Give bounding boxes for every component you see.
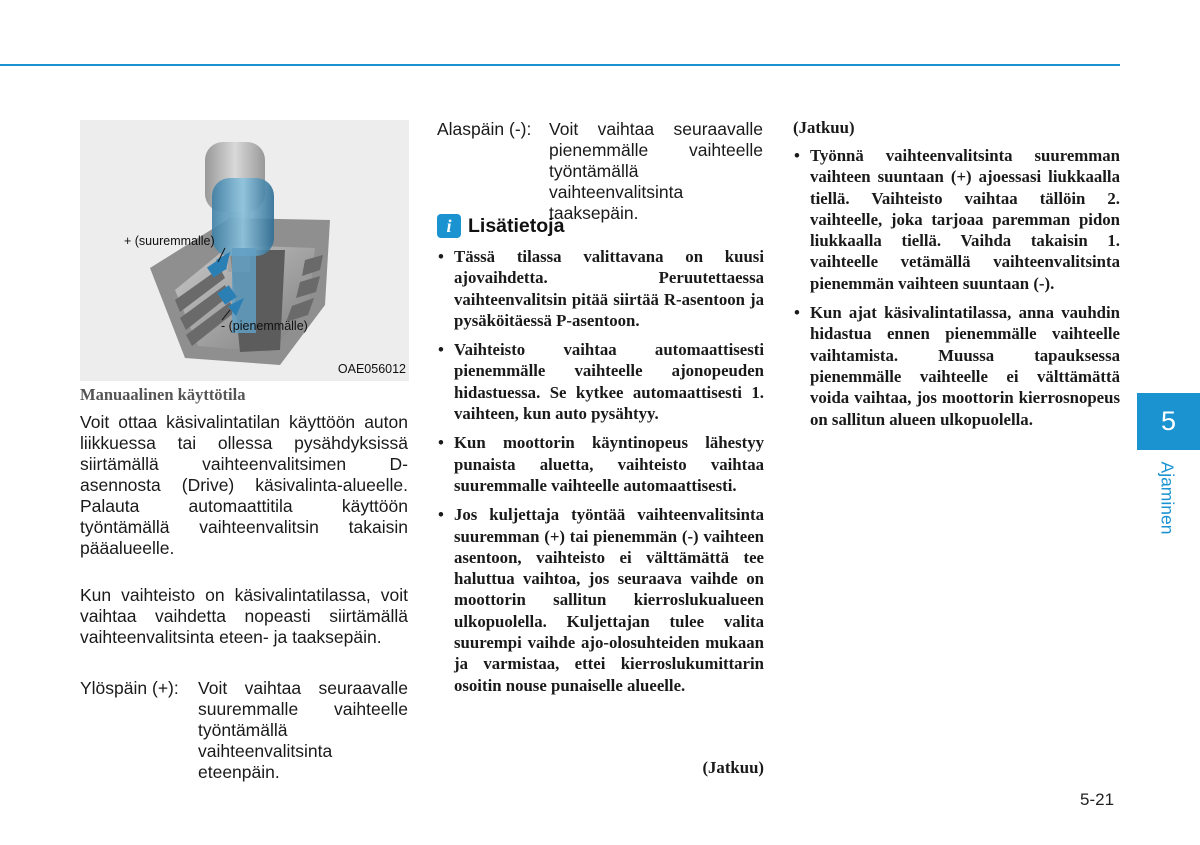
header-rule: [0, 64, 1120, 66]
figure-code: OAE056012: [337, 362, 406, 376]
info-icon: i: [437, 214, 461, 238]
list-item: • Kun moottorin käyntinopeus lähestyy punaista aluetta, vaihteisto vaihtaa suuremmalle vaihteelle automaattisesti.: [437, 432, 764, 496]
upshift-description: Voit vaihtaa seuraavalle suuremmalle vaihteelle työntämällä vaihteenvalitsinta eteenpäin.: [198, 678, 408, 782]
chapter-name: [1152, 458, 1182, 538]
downshift-term: Alaspäin (-):: [437, 119, 532, 139]
minus-label: - (pienemmälle): [221, 319, 308, 333]
list-item: • Tässä tilassa valittavana on kuusi ajovaihdetta. Peruutettaessa vaihteenvalitsin pitää siirtää R-asentoon ja pysäköitäessä P-asentoon.: [437, 246, 764, 331]
chapter-tab[interactable]: 5: [1137, 393, 1200, 450]
plus-label: + (suuremmalle): [124, 234, 215, 248]
upshift-term: Ylöspäin (+):: [80, 678, 179, 698]
continued-note: (Jatkuu): [702, 758, 764, 777]
gear-shifter-illustration: [80, 120, 409, 381]
paragraph-manual-mode: Voit ottaa käsivalintatilan käyttöön auton liikkuessa tai ollessa pysähdyksissä siirtämällä vaihteenvalitsimen D-asennosta (Drive) käsivalinta-alueelle. Palauta automaattitila käyttöön työntämällä vaihteenvalitsin takaisin pääalueelle.: [80, 412, 408, 558]
downshift-description: Voit vaihtaa seuraavalle pienemmälle vaihteelle työntämällä vaihteenvalitsinta taaksepäin.: [549, 119, 763, 223]
list-item: • Kun ajat käsivalintatilassa, anna vauhdin hidastua ennen pienemmälle vaihteelle vaihtamista. Muussa tapauksessa pienemmälle vaihteelle ei välttämättä voida vaihtaa, jos moottorin kierrosnopeus on sallitun alueen ulkopuolella.: [793, 302, 1120, 430]
paragraph-shifting: Kun vaihteisto on käsivalintatilassa, voit vaihtaa vaihdetta nopeasti siirtämällä vaihteenvalitsinta eteen- ja taaksepäin.: [80, 585, 408, 647]
list-item: • Jos kuljettaja työntää vaihteenvalitsinta suuremman (+) tai pienemmän (-) vaihteen asentoon, vaihteisto ei välttämättä tee haluttua vaihtoa, jos seuraava vaihde on moottorin sallitun kierroslukualueen ulkopuolella. Kuljettajan tulee valita suurempi vaihde ajo-olosuhteiden mukaan ja varmistaa, ettei kierroslukumittarin osoitin nouse punaiselle alueelle.: [437, 504, 764, 696]
list-item: • Vaihteisto vaihtaa automaattisesti pienemmälle vaihteelle ajonopeuden hidastuessa. Se kytkee automaattisesti 1. vaihteen, kun auto pysähtyy.: [437, 339, 764, 424]
info-bullet-list: [437, 246, 764, 704]
continued-bullet-list: [793, 145, 1120, 438]
gear-shifter-figure: [80, 120, 409, 381]
chapter-name-label: Ajaminen: [1157, 461, 1178, 535]
page-number: 5-21: [1080, 790, 1115, 809]
upshift-definition: [80, 678, 408, 782]
info-title: Lisätietoja: [468, 215, 565, 237]
list-item: • Työnnä vaihteenvalitsinta suuremman vaihteen suuntaan (+) ajoessasi liukkaalla tiellä. Vaihteisto vaihtaa tällöin 2. vaihteelle, joka tarjoaa paremman pidon liukkaalla tiellä. Vaihda takaisin 1. vaihteelle vetämällä vaihteenvalitsinta pienemmän vaihteen suuntaan (-).: [793, 145, 1120, 294]
section-title: Manuaalinen käyttötila: [80, 385, 246, 404]
downshift-definition: [437, 119, 764, 223]
continued-heading: (Jatkuu): [793, 118, 855, 137]
